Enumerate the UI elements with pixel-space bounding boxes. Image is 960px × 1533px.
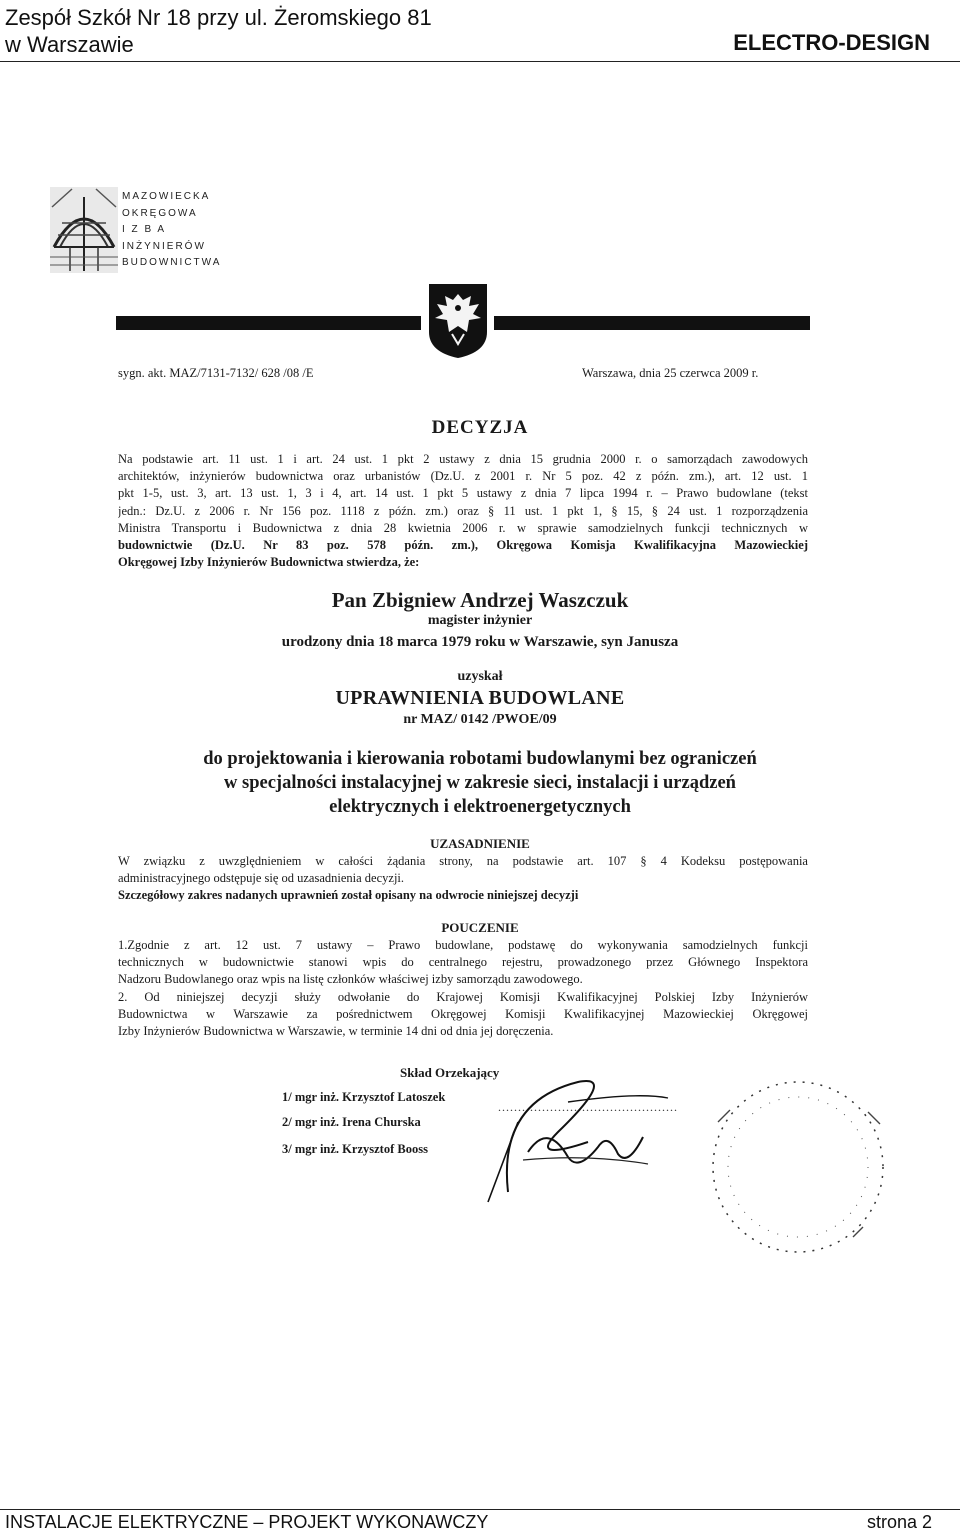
legal-basis-line: jedn.: Dz.U. z 2006 r. Nr 156 poz. 1118 z późn. zm.) oraz § 11 ust. 1 pkt 1, § 15, § 24 ust. 1 rozporządzenia [118, 503, 808, 518]
scope-line: w specjalności instalacyjnej w zakresie sieci, instalacji i urządzeń [224, 773, 736, 793]
justification-line: Szczegółowy zakres nadanych uprawnień został opisany na odwrocie niniejszej decyzji [118, 888, 579, 903]
panel-title: Skład Orzekający [400, 1065, 500, 1080]
panel-member: 1/ mgr inż. Krzysztof Latoszek [282, 1090, 446, 1104]
letterhead-bar-right [494, 316, 810, 330]
logo-line: INŻYNIERÓW [122, 240, 206, 252]
legal-basis [118, 451, 808, 571]
qualification-scope [0, 747, 960, 819]
instruction-title: POUCZENIE [441, 920, 519, 935]
letterhead-bar-left [116, 316, 421, 330]
page-number: strona 2 [866, 1512, 932, 1532]
logo-line: OKRĘGOWA [122, 207, 198, 219]
justification-line: administracyjnego odstępuje się od uzasadnienia decyzji. [118, 871, 405, 886]
panel-member: 3/ mgr inż. Krzysztof Booss [282, 1142, 428, 1156]
person-name: Pan Zbigniew Andrzej Waszczuk [331, 588, 629, 612]
school-name: Zespół Szkół Nr 18 przy ul. Żeromskiego 81 [5, 5, 432, 30]
qualification-number: nr MAZ/ 0142 /PWOE/09 [403, 712, 557, 727]
obtained-label: uzyskał [457, 669, 503, 684]
justification-text [118, 853, 808, 905]
logo-line: BUDOWNICTWA [122, 257, 222, 268]
qualification-title: UPRAWNIENIA BUDOWLANE [335, 687, 625, 709]
chamber-logo-text [122, 189, 221, 272]
birth-info: urodzony dnia 18 marca 1979 roku w Warszawie, syn Janusza [281, 634, 679, 650]
instruction-line: Budownictwa w Warszawie za pośrednictwem Okręgowej Komisji Kwalifikacyjnej Mazowieckiej Okręgowej [118, 1006, 808, 1021]
scope-line: elektrycznych i elektroenergetycznych [329, 797, 631, 817]
logo-line: I Z B A [122, 224, 167, 235]
issue-date: Warszawa, dnia 25 czerwca 2009 r. [582, 366, 759, 380]
legal-basis-line: architektów, inżynierów budownictwa oraz urbanistów (Dz.U. z 2001 r. Nr 5 poz. 42 z późn. zm.), art. 12 ust. 1 [118, 469, 808, 484]
school-header [5, 4, 432, 58]
scope-line: do projektowania i kierowania robotami budowlanymi bez ograniczeń [203, 749, 757, 769]
legal-basis-line: budownictwie (Dz.U. Nr 83 poz. 578 późn. zm.), Okręgowa Komisja Kwalifikacyjna Mazowieckiej [118, 538, 808, 553]
justification-title: UZASADNIENIE [430, 836, 530, 851]
instruction-line: 2. Od niniejszej decyzji służy odwołanie do Krajowej Komisji Kwalifikacyjnej Polskiej Izby Inżynierów [118, 989, 808, 1004]
signature-and-stamp-icon [468, 1062, 938, 1262]
company-name: ELECTRO-DESIGN [733, 30, 930, 55]
header-divider [0, 61, 960, 62]
instruction-text [118, 937, 808, 1040]
legal-basis-line: Na podstawie art. 11 ust. 1 i art. 24 ust. 1 pkt 2 ustawy z dnia 15 grudnia 2000 r. o samorządach zawodowych [118, 452, 808, 466]
panel-member: 2/ mgr inż. Irena Churska [282, 1115, 421, 1129]
instruction-line: technicznych w budownictwie stanowi wpis do centralnego rejestru, prowadzonego przez Głównego Inspektora [118, 955, 808, 970]
eagle-emblem-icon [427, 282, 489, 360]
signature-dotted-line: ............................................. [498, 1100, 678, 1114]
footer-divider [0, 1509, 960, 1510]
project-title: INSTALACJE ELEKTRYCZNE – PROJEKT WYKONAWCZY [5, 1512, 489, 1532]
decision-title: DECYZJA [431, 417, 529, 438]
case-reference: sygn. akt. MAZ/7131-7132/ 628 /08 /E [118, 366, 314, 380]
chamber-logo-icon [50, 187, 118, 273]
legal-basis-line: Ministra Transportu i Budownictwa z dnia 28 kwietnia 2006 r. w sprawie samodzielnych funkcji technicznych w [118, 520, 808, 535]
instruction-line: Nadzoru Budowlanego oraz wpis na listę członków właściwej izby samorządu zawodowego. [118, 972, 583, 987]
logo-line: MAZOWIECKA [122, 191, 211, 202]
justification-line: W związku z uwzględnieniem w całości żądania strony, na podstawie art. 107 § 4 Kodeksu postępowania [118, 854, 808, 868]
school-city: w Warszawie [5, 32, 134, 57]
instruction-line: Izby Inżynierów Budownictwa w Warszawie, w terminie 14 dni od dnia jej doręczenia. [118, 1024, 554, 1039]
instruction-line: 1.Zgodnie z art. 12 ust. 7 ustawy – Prawo budowlane, podstawę do wykonywania samodzielnych funkcji [118, 938, 808, 952]
legal-basis-line: Okręgowej Izby Inżynierów Budownictwa stwierdza, że: [118, 555, 420, 570]
academic-degree: magister inżynier [427, 613, 533, 628]
legal-basis-line: pkt 1-5, ust. 3, art. 13 ust. 1, 3 i 4, art. 14 ust. 1 pkt 5 ustawy z dnia 7 lipca 1994 r. – Prawo budowlane (tekst [118, 486, 808, 501]
